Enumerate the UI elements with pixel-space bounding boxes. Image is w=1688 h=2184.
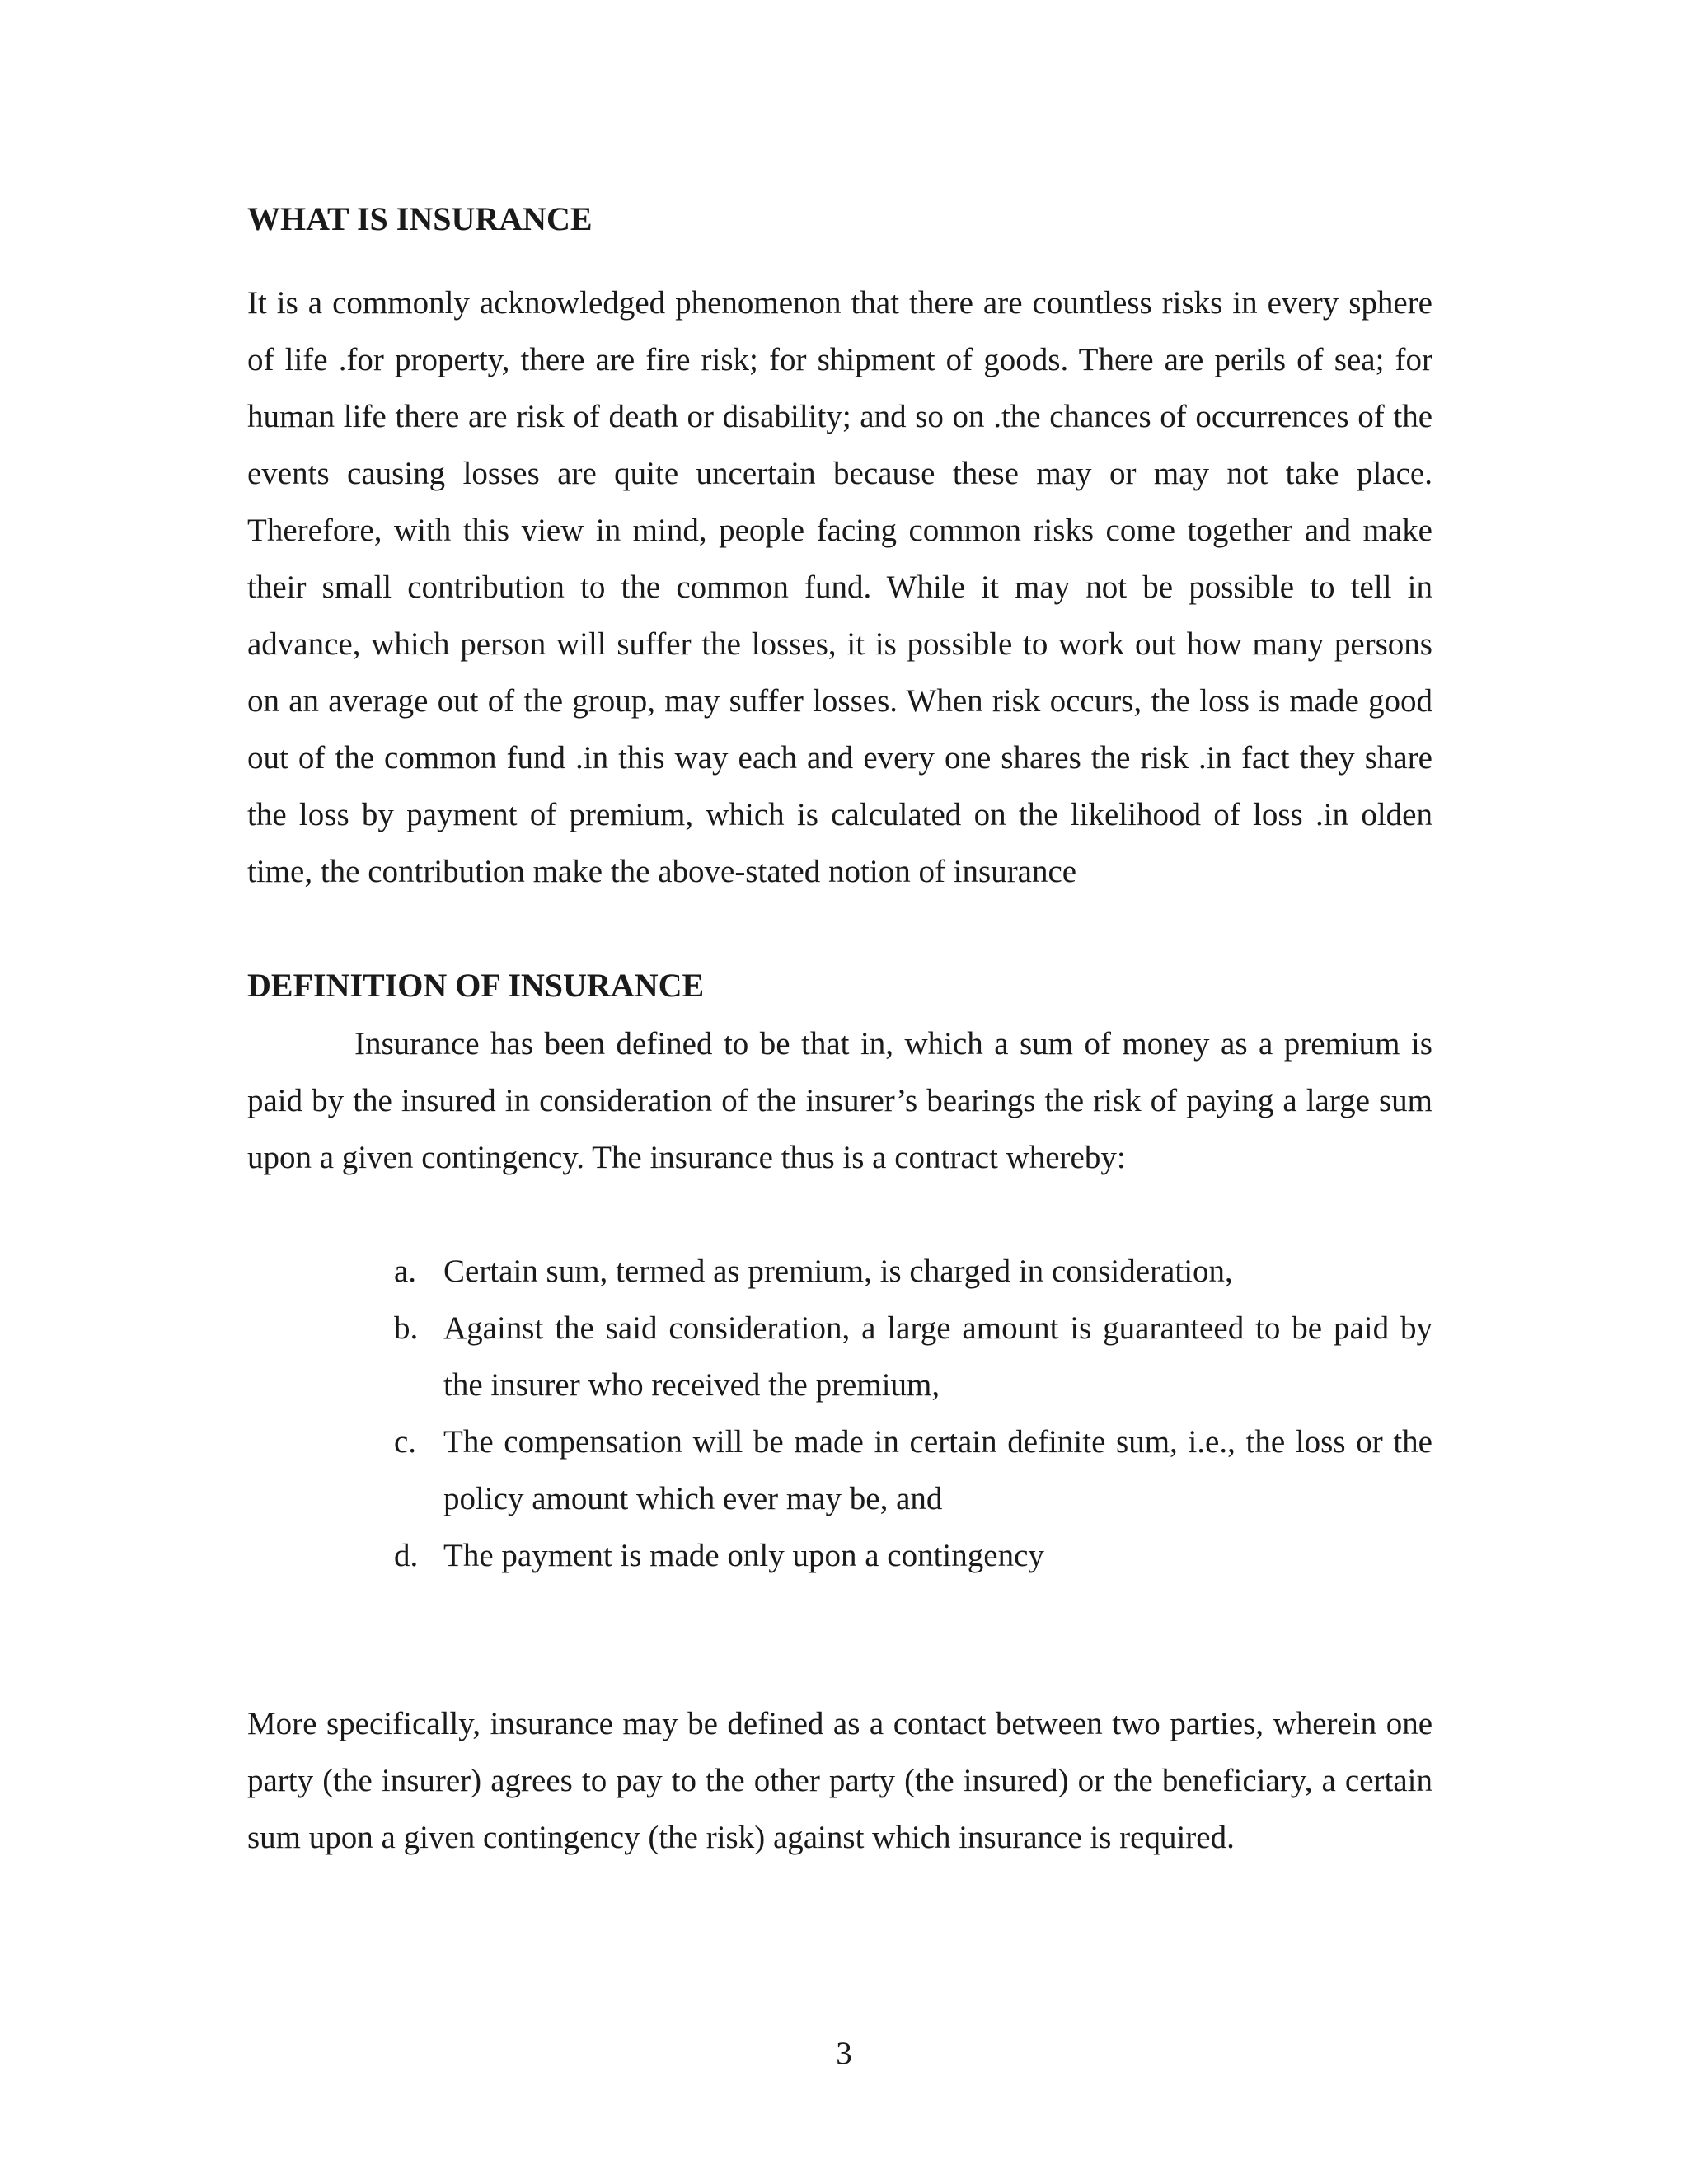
list-item-text: Certain sum, termed as premium, is charged in consideration, [443, 1254, 1233, 1289]
closing-paragraph: More specifically, insurance may be defined as a contact between two parties, wherein one party (the insurer) agrees to pay to the other party (the insured) or the beneficiary, a certain sum upon a given contingency (the risk) against which insurance is required. [247, 1706, 1432, 1855]
contract-terms-list [379, 1243, 1432, 1584]
list-item-text: The compensation will be made in certain definite sum, i.e., the loss or the policy amount which ever may be, and [443, 1424, 1432, 1516]
list-marker: d. [394, 1538, 419, 1573]
list-item [379, 1300, 1432, 1413]
section-heading-what-is-insurance: WHAT IS INSURANCE [247, 200, 593, 237]
list-marker: a. [394, 1254, 417, 1289]
list-item [379, 1243, 1432, 1300]
page-number: 3 [836, 2036, 852, 2071]
list-item-text: Against the said consideration, a large amount is guaranteed to be paid by the insurer who received the premium, [443, 1310, 1432, 1403]
list-item [379, 1527, 1432, 1584]
list-marker: c. [394, 1424, 417, 1460]
definition-paragraph: Insurance has been defined to be that in, which a sum of money as a premium is paid by the insured in consideration of the insurer’s bearings the risk of paying a large sum upon a given contingency. The insurance thus is a contract whereby: [247, 1026, 1432, 1175]
list-item-text: The payment is made only upon a contingency [443, 1538, 1044, 1573]
intro-paragraph: It is a commonly acknowledged phenomenon that there are countless risks in every sphere of life .for property, there are fire risk; for shipment of goods. There are perils of sea; for human life there are risk of death or disability; and so on .the chances of occurrences of the events causing losses are quite uncertain because these may or may not take place. Therefore, with this view in mind, people facing common risks come together and make their small contribution to the common fund. While it may not be possible to tell in advance, which person will suffer the losses, it is possible to work out how many persons on an average out of the group, may suffer losses. When risk occurs, the loss is made good out of the common fund .in this way each and every one shares the risk .in fact they share the loss by payment of premium, which is calculated on the likelihood of loss .in olden time, the contribution make the above-stated notion of insurance [247, 285, 1432, 889]
list-marker: b. [394, 1310, 419, 1346]
list-item [379, 1413, 1432, 1527]
section-heading-definition: DEFINITION OF INSURANCE [247, 967, 705, 1004]
